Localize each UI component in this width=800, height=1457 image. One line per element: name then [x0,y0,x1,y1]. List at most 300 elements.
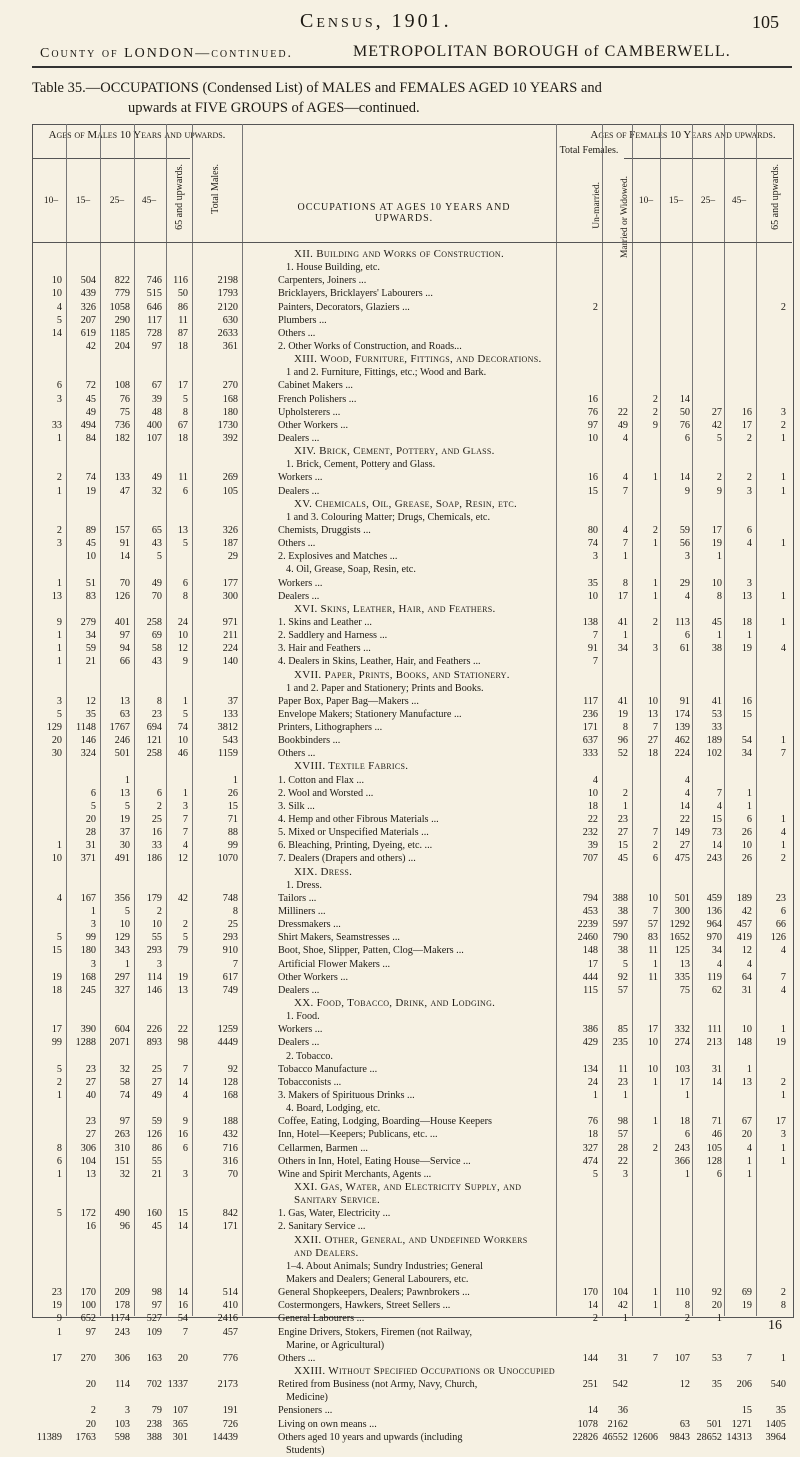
female-cell: 98 [617,1116,628,1128]
table-row [32,918,792,931]
male-cell: 327 [114,984,130,996]
female-cell: 2 [746,432,752,444]
subheading-row [32,682,792,695]
female-cell: 23 [775,892,786,904]
female-cell: 2 [652,393,658,405]
occupation-label: Painters, Decorators, Glaziers ... [278,301,410,313]
occupation-label: 3. Hair and Feathers ... [278,643,371,655]
female-cell: 11 [648,945,658,957]
census-title: Census, 1901. [300,10,452,32]
female-cell: 27 [679,840,690,852]
male-cell: 2633 [217,327,238,339]
male-cell: 1070 [217,853,238,865]
female-cell: 26 [741,827,752,839]
female-cell: 8 [622,577,628,589]
male-cell: 5 [124,906,130,918]
male-cell: 619 [80,327,96,339]
occupation-label: French Polishers ... [278,393,357,405]
male-cell: 23 [85,1116,96,1128]
male-cell: 12 [85,695,96,707]
female-cell: 4 [622,432,628,444]
female-cell: 31 [711,1063,722,1075]
male-cell: 168 [80,971,96,983]
female-cell: 42 [617,1300,628,1312]
table-row [32,524,792,537]
male-cell: 2 [156,800,162,812]
male-cell: 151 [114,1155,130,1167]
female-cell: 366 [674,1155,690,1167]
table-row [32,1312,792,1325]
female-cell: 335 [674,971,690,983]
male-cell: 47 [119,485,130,497]
male-cell: 392 [222,432,238,444]
male-cell: 42 [85,340,96,352]
male-cell: 290 [114,314,130,326]
male-cell: 17 [177,380,188,392]
male-cell: 97 [119,1116,130,1128]
section-heading-row [32,498,792,511]
table-row [32,958,792,971]
male-cell: 23 [85,1063,96,1075]
female-cell: 8 [684,1300,690,1312]
male-cell: 23 [151,708,162,720]
female-cell: 332 [674,1024,690,1036]
female-cell: 3 [780,406,786,418]
female-cell: 17 [587,958,598,970]
occupation-label: Envelope Makers; Stationery Manufacture ... [278,708,462,720]
male-cell: 40 [85,1090,96,1101]
female-cell: 1405 [765,1418,786,1430]
male-cell: 157 [114,524,130,536]
female-cell: 462 [674,735,690,747]
female-cell: 2460 [577,932,598,944]
male-cell: 1 [56,485,62,497]
male-cell: 26 [227,787,238,799]
female-cell: 3964 [765,1431,786,1443]
occupation-label: 4. Dealers in Skins, Leather, Hair, and Feathers ... [278,656,481,668]
occupation-label: XVIII. Textile Fabrics. [294,760,409,773]
male-cell: 191 [222,1405,238,1417]
male-cell: 1 [124,774,130,786]
female-cell: 7 [652,1352,658,1364]
female-cell: 2 [652,1142,658,1154]
occupation-label: Makers and Dealers; General Labourers, etc. [286,1273,469,1285]
male-cell: 204 [114,340,130,352]
male-cell: 107 [172,1405,188,1417]
occupation-label: Cellarmen, Barmen ... [278,1142,368,1154]
occupation-label: Printers, Lithographers ... [278,722,383,734]
female-cell: 171 [582,722,598,734]
female-cell: 10 [741,1024,752,1036]
female-cell: 38 [617,945,628,957]
table-row [32,1378,792,1391]
female-cell: 27 [647,735,658,747]
male-cell: 76 [119,393,130,405]
occupation-label: 1. Gas, Water, Electricity ... [278,1208,391,1220]
female-cell: 1 [746,787,752,799]
male-cell: 2198 [217,275,238,287]
female-cell: 213 [706,1037,722,1049]
female-cell: 64 [741,971,752,983]
female-cell: 1 [622,1090,628,1101]
male-cell: 167 [80,892,96,904]
female-cell: 4 [684,590,690,602]
occupation-label: Costermongers, Hawkers, Street Sellers ... [278,1300,451,1312]
female-cell: 333 [582,748,598,760]
male-cell: 2 [156,906,162,918]
male-cell: 18 [51,984,62,996]
male-cell: 7 [182,1326,188,1338]
table-row [32,905,792,918]
table-row [32,301,792,314]
table-row [32,471,792,484]
table-row [32,774,792,787]
male-cell: 263 [114,1129,130,1141]
male-cell: 7 [182,827,188,839]
female-cell: 46 [711,1129,722,1141]
female-cell: 31 [741,984,752,996]
male-cell: 279 [80,616,96,628]
male-cell: 5 [56,314,62,326]
male-cell: 63 [119,708,130,720]
male-cell: 2 [182,919,188,931]
male-cell: 25 [151,1063,162,1075]
male-cell: 14 [51,327,62,339]
male-cell: 103 [114,1418,130,1430]
female-cell: 10 [711,577,722,589]
occupation-label: 4. Hemp and other Fibrous Materials ... [278,814,439,826]
table-row [32,1155,792,1168]
female-cell: 501 [706,1418,722,1430]
male-cell: 20 [85,1379,96,1391]
male-cell: 18 [177,432,188,444]
females-group-heading: Ages of Females 10 Years and upwards. [590,129,776,141]
female-cell: 7 [716,787,722,799]
male-cell: 16 [85,1221,96,1233]
male-cell: 343 [114,945,130,957]
female-cell: 19 [775,1037,786,1049]
male-cell: 16 [177,1300,188,1312]
male-cell: 128 [222,1076,238,1088]
male-cell: 32 [151,485,162,497]
male-cell: 246 [114,735,130,747]
section-heading-row [32,997,792,1010]
occupation-label: Others in Inn, Hotel, Eating House—Service ... [278,1155,471,1167]
occupation-label: 1 and 2. Furniture, Fittings, etc.; Wood and Bark. [286,367,487,379]
male-cell: 69 [151,630,162,642]
female-cell: 7 [622,538,628,550]
female-cell: 4 [746,538,752,550]
female-cell: 71 [711,1116,722,1128]
female-cell: 111 [707,1024,722,1036]
male-cell: 74 [85,472,96,484]
occupation-label: 7. Dealers (Drapers and others) ... [278,853,416,865]
header-male-age-45: 45– [141,196,157,206]
female-cell: 56 [679,538,690,550]
female-cell: 119 [707,971,722,983]
male-cell: 37 [119,827,130,839]
section-heading-row [32,353,792,366]
female-cell: 1 [746,1155,752,1167]
female-cell: 36 [617,1405,628,1417]
female-cell: 139 [674,722,690,734]
female-cell: 4 [780,643,786,655]
female-cell: 388 [612,892,628,904]
occupation-label: 1. Food. [286,1011,320,1023]
male-cell: 20 [85,1418,96,1430]
male-cell: 105 [222,485,238,497]
female-cell: 97 [587,419,598,431]
male-cell: 46 [177,748,188,760]
female-cell: 41 [617,616,628,628]
female-cell: 189 [736,892,752,904]
male-cell: 31 [85,840,96,852]
header-male-age-10: 10– [43,196,59,206]
male-cell: 9 [56,1313,62,1325]
table-row [32,787,792,800]
male-cell: 371 [80,853,96,865]
male-cell: 258 [146,748,162,760]
female-cell: 10 [587,787,598,799]
header-female-age-65: 65 and upwards. [770,164,781,230]
male-cell: 10 [85,551,96,563]
female-cell: 4 [716,800,722,812]
male-cell: 822 [114,275,130,287]
male-cell: 42 [177,892,188,904]
female-cell: 474 [582,1155,598,1167]
male-cell: 129 [46,722,62,734]
male-cell: 15 [51,945,62,957]
table-row [32,419,792,432]
female-cell: 14 [679,393,690,405]
occupation-label: XVII. Paper, Prints, Books, and Stationery. [294,668,510,681]
male-cell: 5 [56,1208,62,1220]
female-cell: 1 [652,1300,658,1312]
occupation-label: Medicine) [286,1392,328,1404]
table-row [32,1142,792,1155]
male-cell: 146 [146,984,162,996]
female-cell: 10 [741,840,752,852]
female-cell: 3 [780,1129,786,1141]
male-cell: 5 [182,393,188,405]
female-cell: 13 [679,958,690,970]
male-cell: 6 [182,577,188,589]
female-cell: 14 [679,800,690,812]
female-cell: 15 [741,708,752,720]
female-cell: 34 [711,945,722,957]
female-cell: 105 [706,1142,722,1154]
occupation-label: Inn, Hotel—Keepers; Publicans, etc. ... [278,1129,438,1141]
male-cell: 3 [182,1168,188,1180]
female-cell: 67 [741,1116,752,1128]
occupation-label: Dealers ... [278,432,320,444]
male-cell: 182 [114,432,130,444]
male-cell: 702 [146,1379,162,1391]
occupation-label: 2. Other Works of Construction, and Roads... [278,340,462,352]
female-cell: 148 [582,945,598,957]
female-cell: 23 [617,1076,628,1088]
male-cell: 14 [177,1221,188,1233]
male-cell: 388 [146,1431,162,1443]
female-cell: 1 [746,1063,752,1075]
male-cell: 9 [56,616,62,628]
female-cell: 53 [711,1352,722,1364]
male-cell: 5 [90,800,96,812]
table-row [32,655,792,668]
female-cell: 91 [679,695,690,707]
female-cell: 49 [617,419,628,431]
female-cell: 9 [684,485,690,497]
table-row [32,393,792,406]
female-cell: 274 [674,1037,690,1049]
female-cell: 7 [652,906,658,918]
male-cell: 12 [177,853,188,865]
male-cell: 1793 [217,288,238,300]
male-cell: 179 [146,892,162,904]
male-cell: 146 [80,735,96,747]
male-cell: 3 [156,958,162,970]
male-cell: 716 [222,1142,238,1154]
female-cell: 964 [706,919,722,931]
female-cell: 2 [652,840,658,852]
table-row [32,971,792,984]
female-cell: 57 [617,984,628,996]
section-heading-row [32,445,792,458]
male-cell: 4449 [217,1037,238,1049]
female-cell: 103 [674,1063,690,1075]
male-cell: 2 [56,472,62,484]
table-row [32,577,792,590]
male-cell: 17 [51,1352,62,1364]
top-rule [32,66,792,68]
occupation-label: Tailors ... [278,892,317,904]
female-cell: 1 [780,1352,786,1364]
male-cell: 121 [146,735,162,747]
male-cell: 48 [151,406,162,418]
male-cell: 12 [177,643,188,655]
male-cell: 2 [56,524,62,536]
male-cell: 297 [114,971,130,983]
table-row [32,1076,792,1089]
female-cell: 3 [684,551,690,563]
female-cell: 13 [647,708,658,720]
male-cell: 21 [151,1168,162,1180]
subheading-row [32,1102,792,1115]
male-cell: 55 [151,1155,162,1167]
occupation-label: 1–4. About Animals; Sundry Industries; General [286,1260,483,1272]
male-cell: 3 [124,1405,130,1417]
female-cell: 63 [679,1418,690,1430]
male-cell: 25 [151,814,162,826]
male-cell: 504 [80,275,96,287]
female-cell: 2162 [607,1418,628,1430]
male-cell: 30 [119,840,130,852]
female-cell: 92 [617,971,628,983]
male-cell: 20 [177,1352,188,1364]
female-cell: 2 [780,301,786,313]
male-cell: 96 [119,1221,130,1233]
female-cell: 1 [622,630,628,642]
occupation-label: Plumbers ... [278,314,327,326]
male-cell: 1 [90,906,96,918]
occupation-label: 1. House Building, etc. [286,262,380,274]
male-cell: 33 [51,419,62,431]
female-cell: 3 [746,577,752,589]
male-cell: 98 [151,1287,162,1299]
female-cell: 42 [711,419,722,431]
subheading-row [32,366,792,379]
table-row [32,708,792,721]
female-cell: 17 [617,590,628,602]
male-cell: 74 [177,722,188,734]
male-cell: 92 [227,1063,238,1075]
male-cell: 842 [222,1208,238,1220]
female-cell: 22826 [572,1431,598,1443]
female-cell: 2 [716,472,722,484]
male-cell: 316 [222,1155,238,1167]
female-cell: 15 [587,485,598,497]
male-cell: 107 [146,432,162,444]
table-row [32,695,792,708]
female-cell: 970 [706,932,722,944]
female-cell: 34 [741,748,752,760]
male-cell: 1288 [75,1037,96,1049]
section-heading-row [32,1365,792,1378]
female-cell: 107 [674,1352,690,1364]
male-cell: 99 [85,932,96,944]
table-row [32,747,792,760]
male-cell: 1159 [218,748,238,760]
male-cell: 54 [177,1313,188,1325]
female-cell: 149 [674,827,690,839]
male-cell: 1174 [110,1313,130,1325]
female-cell: 16 [741,695,752,707]
female-cell: 10 [647,1037,658,1049]
female-cell: 224 [674,748,690,760]
female-cell: 1652 [669,932,690,944]
female-cell: 85 [617,1024,628,1036]
table-row [32,1220,792,1233]
male-cell: 258 [146,616,162,628]
male-cell: 14439 [212,1431,238,1443]
female-cell: 8 [780,1300,786,1312]
occupation-label: and Dealers. [294,1246,359,1259]
female-cell: 300 [674,906,690,918]
male-cell: 14 [119,551,130,563]
female-cell: 3 [592,551,598,563]
subheading-row [32,511,792,524]
male-cell: 98 [177,1037,188,1049]
male-cell: 15 [177,1208,188,1220]
occupation-label: 2. Sanitary Service ... [278,1221,366,1233]
header-bottom-rule [32,242,792,243]
subheading-row [32,563,792,576]
female-cell: 35 [711,1379,722,1391]
female-cell: 794 [582,892,598,904]
male-cell: 491 [114,853,130,865]
male-cell: 20 [85,814,96,826]
male-cell: 401 [114,616,130,628]
male-cell: 356 [114,892,130,904]
female-cell: 5 [622,958,628,970]
female-cell: 134 [582,1063,598,1075]
male-cell: 326 [222,524,238,536]
male-cell: 50 [177,288,188,300]
male-cell: 8 [156,695,162,707]
occupation-label: General Shopkeepers, Dealers; Pawnbrokers ... [278,1287,470,1299]
female-cell: 2 [780,1076,786,1088]
female-cell: 76 [587,406,598,418]
